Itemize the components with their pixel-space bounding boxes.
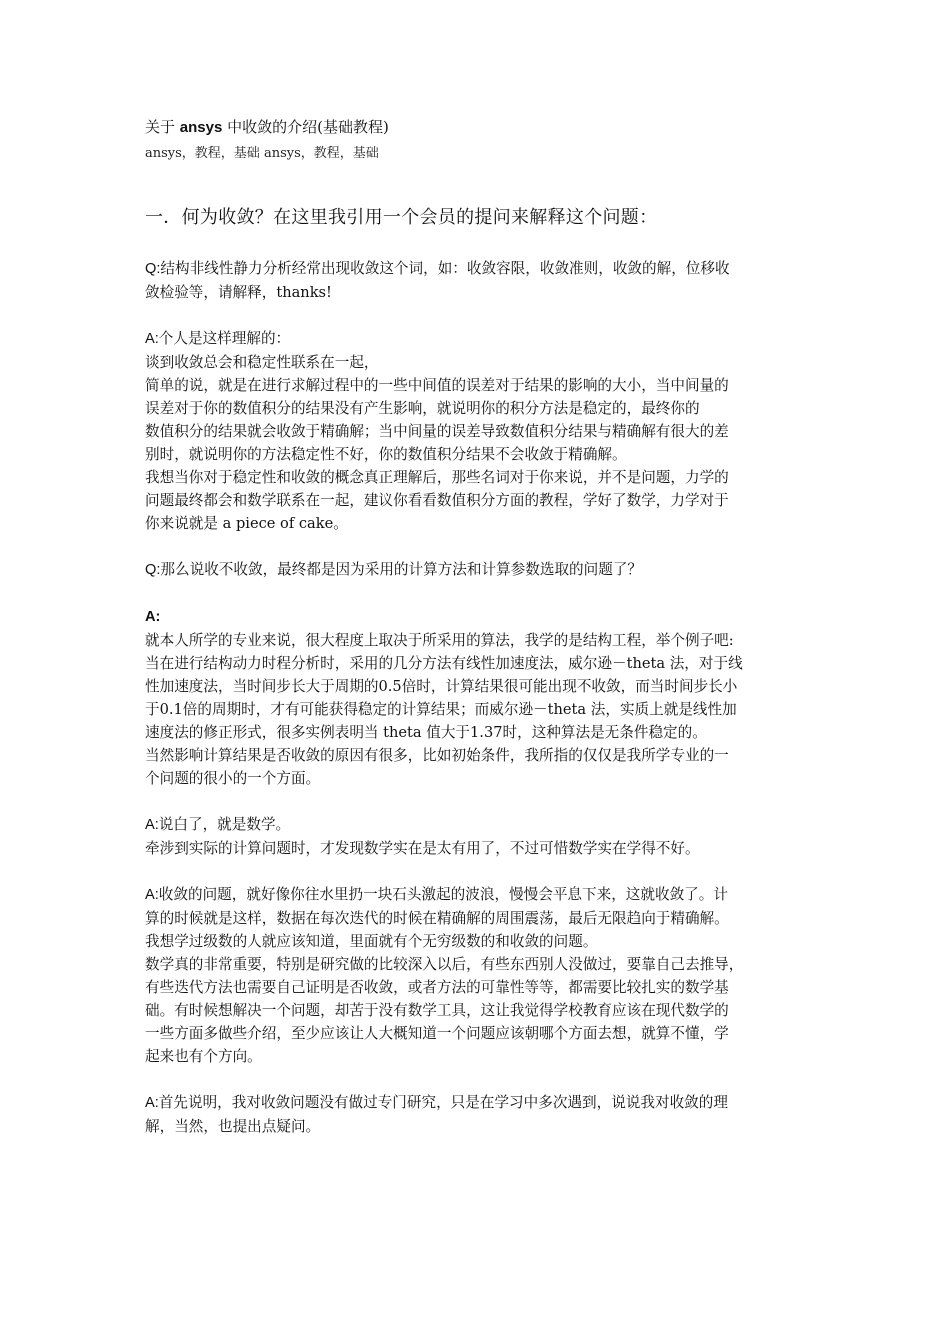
paragraph-line: 解，当然，也提出点疑问。 <box>145 1118 321 1135</box>
title-prefix: 关于 <box>145 118 176 136</box>
speaker-label: Q: <box>145 562 161 578</box>
paragraph-line: 速度法的修正形式，很多实例表明当 theta 值大于1.37时，这种算法是无条件稳定的。 <box>145 724 707 741</box>
speaker-label: Q: <box>145 261 161 277</box>
line-text: 首先说明，我对收敛问题没有做过专门研究，只是在学习中多次遇到，说说我对收敛的理 <box>158 1094 728 1111</box>
paragraph-line: 一些方面多做些介绍，至少应该让人大概知道一个问题应该朝哪个方面去想，就算不懂，学 <box>145 1025 729 1042</box>
answer-3 <box>145 813 820 860</box>
paragraph-line: 误差对于你的数值积分的结果没有产生影响，就说明你的积分方法是稳定的，最终你的 <box>145 400 700 417</box>
paragraph-line: 我想学过级数的人就应该知道，里面就有个无穷级数的和收敛的问题。 <box>145 933 598 950</box>
section-heading: 一．何为收敛？在这里我引用一个会员的提问来解释这个问题： <box>145 207 658 228</box>
title-bold: ansys <box>179 119 223 136</box>
paragraph-line: 谈到收敛总会和稳定性联系在一起， <box>145 354 379 371</box>
paragraph-line: 当然影响计算结果是否收敛的原因有很多，比如初始条件，我所指的仅仅是我所学专业的一 <box>145 747 729 764</box>
paragraph-line <box>145 605 820 629</box>
speaker-label: A: <box>145 331 159 347</box>
answer-2 <box>145 605 820 790</box>
paragraph-line <box>145 558 820 582</box>
paragraph-line: 你来说就是 a piece of cake。 <box>145 515 348 532</box>
paragraph-line: 数学真的非常重要，特别是研究做的比较深入以后，有些东西别人没做过，要靠自己去推导， <box>145 956 744 973</box>
paragraph-line: 起来也有个方向。 <box>145 1048 262 1065</box>
document-page <box>145 116 820 1138</box>
paragraph-line <box>145 883 820 907</box>
line-text: 收敛的问题，就好像你往水里扔一块石头激起的波浪，慢慢会平息下来，这就收敛了。计 <box>158 886 728 903</box>
title-suffix: 中收敛的介绍(基础教程) <box>227 118 389 136</box>
document-title <box>145 116 820 139</box>
speaker-label: A: <box>145 887 159 903</box>
paragraph-line: 算的时候就是这样，数据在每次迭代的时候在精确解的周围震荡，最后无限趋向于精确解。 <box>145 910 729 927</box>
paragraph-line: 数值积分的结果就会收敛于精确解；当中间量的误差导致数值积分结果与精确解有很大的差 <box>145 423 729 440</box>
speaker-label: A: <box>145 817 159 833</box>
speaker-label: A: <box>145 609 161 625</box>
line-text: 个人是这样理解的： <box>158 330 291 347</box>
answer-1 <box>145 327 820 535</box>
question-2 <box>145 558 820 582</box>
paragraph-line: 别时，就说明你的方法稳定性不好，你的数值积分结果不会收敛于精确解。 <box>145 446 627 463</box>
answer-5 <box>145 1091 820 1138</box>
paragraph-line: 础。有时候想解决一个问题，却苦于没有数学工具，这让我觉得学校教育应该在现代数学的 <box>145 1002 729 1019</box>
paragraph-line <box>145 1091 820 1115</box>
document-keywords: ansys，教程，基础 ansys，教程，基础 <box>145 146 379 161</box>
paragraph-line: 有些迭代方法也需要自己证明是否收敛，或者方法的可靠性等等，都需要比较扎实的数学基 <box>145 979 729 996</box>
paragraph-line: 就本人所学的专业来说，很大程度上取决于所采用的算法，我学的是结构工程，举个例子吧: <box>145 632 734 649</box>
paragraph-line: 简单的说，就是在进行求解过程中的一些中间值的误差对于结果的影响的大小，当中间量的 <box>145 377 729 394</box>
line-text: 那么说收不收敛，最终都是因为采用的计算方法和计算参数选取的问题了？ <box>160 561 643 578</box>
paragraph-line: 个问题的很小的一个方面。 <box>145 770 321 787</box>
paragraph-line: 敛检验等，请解释，thanks! <box>145 284 332 301</box>
paragraph-line: 牵涉到实际的计算问题时，才发现数学实在是太有用了，不过可惜数学实在学得不好。 <box>145 840 700 857</box>
paragraph-line <box>145 327 820 351</box>
paragraph-line: 性加速度法，当时间步长大于周期的0.5倍时，计算结果很可能出现不收敛，而当时间步长小 <box>145 678 738 695</box>
question-1 <box>145 257 820 304</box>
line-text: 说白了，就是数学。 <box>158 816 291 833</box>
answer-4 <box>145 883 820 1068</box>
paragraph-line: 当在进行结构动力时程分析时，采用的几分方法有线性加速度法，威尔逊－theta 法，对于线 <box>145 655 743 672</box>
paragraph-line: 问题最终都会和数学联系在一起，建议你看看数值积分方面的教程，学好了数学，力学对于 <box>145 492 729 509</box>
line-text: 结构非线性静力分析经常出现收敛这个词，如：收敛容限，收敛准则，收敛的解，位移收 <box>160 260 730 277</box>
speaker-label: A: <box>145 1095 159 1111</box>
paragraph-line <box>145 813 820 837</box>
paragraph-line: 于0.1倍的周期时，才有可能获得稳定的计算结果；而威尔逊－theta 法，实质上就是线性加 <box>145 701 737 718</box>
paragraph-line: 我想当你对于稳定性和收敛的概念真正理解后，那些名词对于你来说，并不是问题，力学的 <box>145 469 729 486</box>
paragraph-line <box>145 257 820 281</box>
